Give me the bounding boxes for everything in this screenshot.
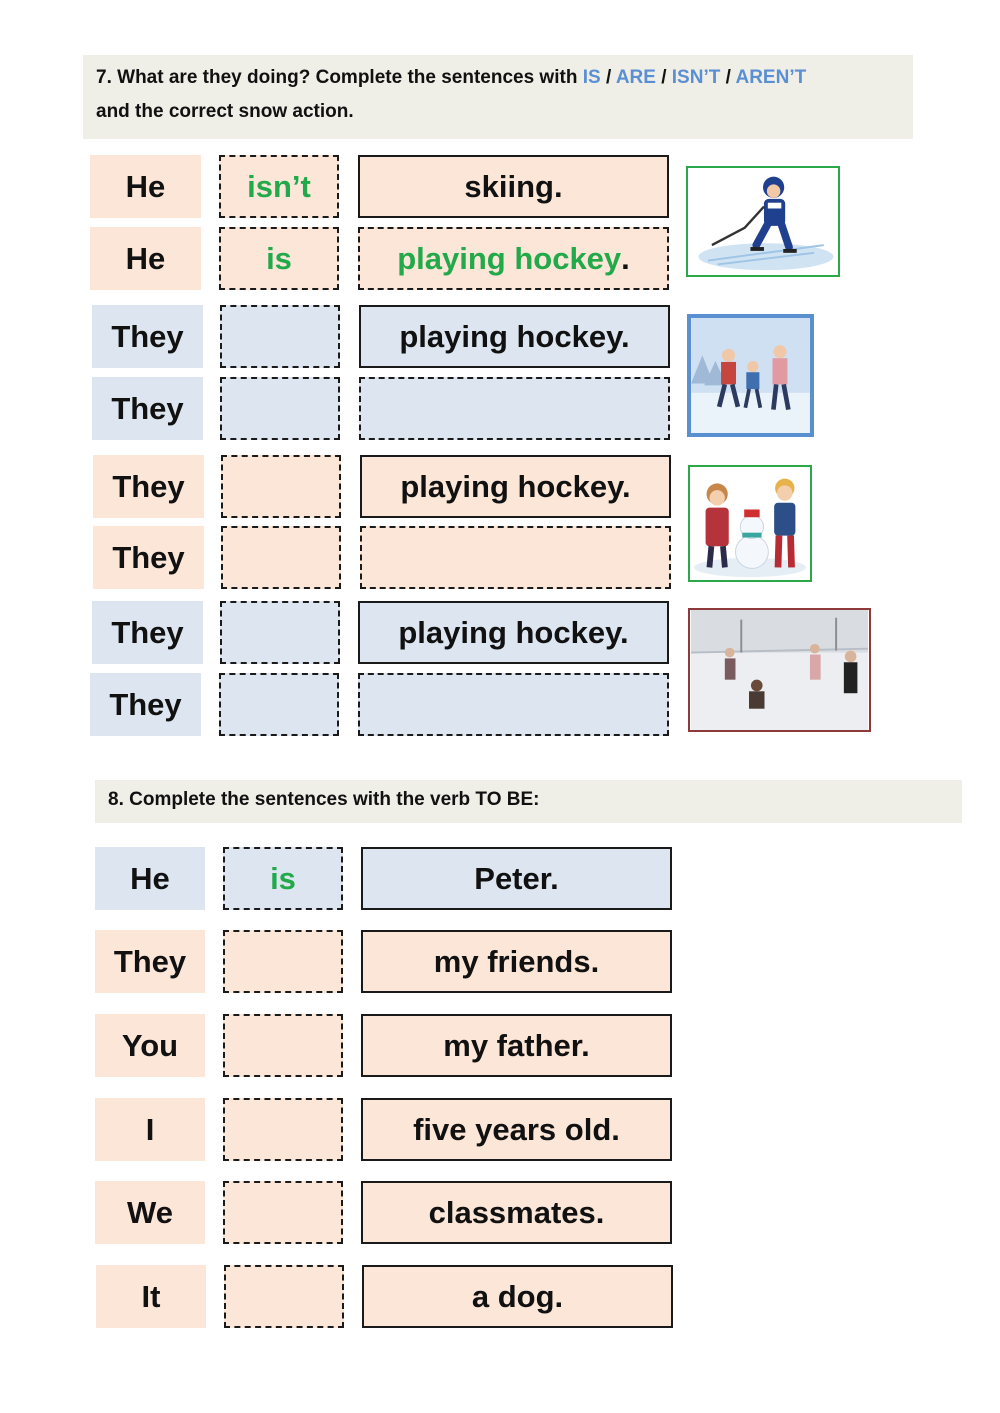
verb-answer-field[interactable] (221, 455, 341, 518)
subject-label: They (92, 601, 203, 664)
verb-answer-field[interactable]: is (219, 227, 339, 290)
exercise-7-instruction-end: and the correct snow action. (96, 101, 354, 122)
keyword-are: ARE (615, 67, 656, 88)
verb-answer-field[interactable] (224, 1265, 344, 1328)
verb-answer-field[interactable]: isn’t (219, 155, 339, 218)
sentence-end-label: my father. (361, 1014, 672, 1077)
exercise-7-instruction-start: What are they doing? Complete the sentences with (117, 67, 578, 88)
keyword-arent: AREN’T (735, 67, 807, 88)
subject-label: You (95, 1014, 205, 1077)
keyword-isnt: ISN’T (671, 67, 721, 88)
subject-label: He (95, 847, 205, 910)
sentence-end-label: five years old. (361, 1098, 672, 1161)
subject-label: They (90, 673, 201, 736)
verb-answer-field[interactable] (223, 1098, 343, 1161)
action-answer-field[interactable] (358, 673, 669, 736)
subject-label: We (95, 1181, 205, 1244)
verb-answer-field[interactable] (221, 526, 341, 589)
verb-answer-field[interactable] (220, 377, 340, 440)
ice-skating-family-picture (687, 314, 814, 437)
subject-label: They (92, 305, 203, 368)
exercise-8-instruction: 8. Complete the sentences with the verb TO BE: (95, 780, 962, 823)
subject-label: They (92, 377, 203, 440)
subject-label: They (95, 930, 205, 993)
sentence-end-label: Peter. (361, 847, 672, 910)
verb-answer-field[interactable]: is (223, 847, 343, 910)
exercise-7-instruction: 7. What are they doing? Complete the sentences with IS / ARE / ISN’T / AREN’T and the correct snow action. (83, 55, 913, 139)
sentence-end-label: a dog. (362, 1265, 673, 1328)
action-label: playing hockey. (359, 305, 670, 368)
verb-answer-field[interactable] (220, 305, 340, 368)
subject-label: They (93, 526, 204, 589)
action-answer-period: . (621, 240, 630, 276)
action-label: playing hockey. (358, 601, 669, 664)
action-answer-field[interactable] (359, 377, 670, 440)
subject-label: They (93, 455, 204, 518)
snowball-fight-photo (688, 608, 871, 732)
keyword-is: IS (582, 67, 601, 88)
subject-label: I (95, 1098, 205, 1161)
sentence-end-label: classmates. (361, 1181, 672, 1244)
verb-answer-field[interactable] (220, 601, 340, 664)
verb-answer-field[interactable] (223, 1181, 343, 1244)
exercise-7-number: 7. (96, 67, 112, 88)
action-label: playing hockey. (360, 455, 671, 518)
sentence-end-label: my friends. (361, 930, 672, 993)
action-answer-text: playing hockey (397, 240, 622, 276)
subject-label: He (90, 155, 201, 218)
snowman-kids-picture (688, 465, 812, 582)
verb-answer-field[interactable] (223, 930, 343, 993)
subject-label: It (96, 1265, 206, 1328)
action-label: skiing. (358, 155, 669, 218)
verb-answer-field[interactable] (219, 673, 339, 736)
action-answer-field[interactable] (358, 227, 669, 290)
subject-label: He (90, 227, 201, 290)
hockey-player-picture (686, 166, 840, 277)
verb-answer-field[interactable] (223, 1014, 343, 1077)
action-answer-field[interactable] (360, 526, 671, 589)
